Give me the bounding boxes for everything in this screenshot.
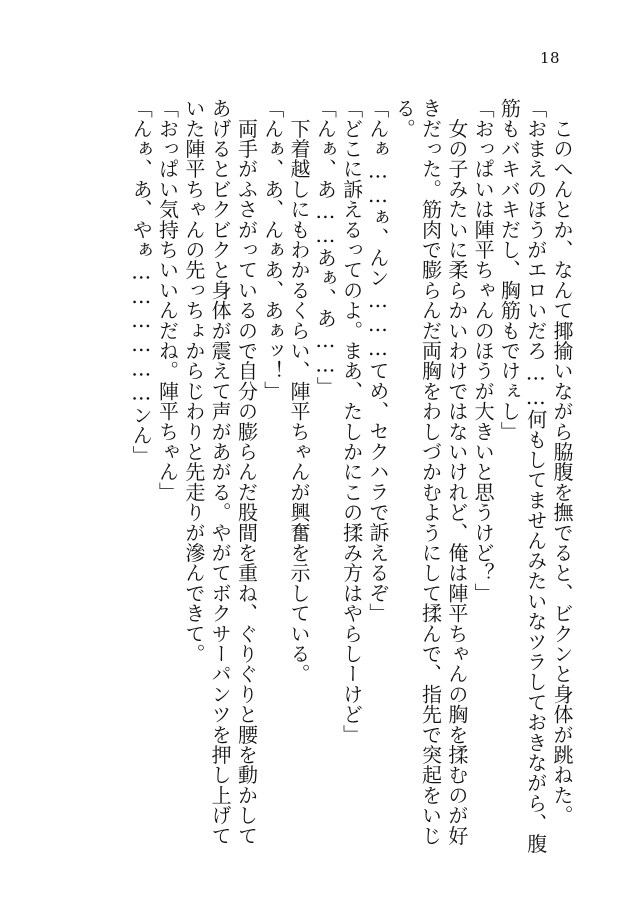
- paragraph: 「おまえのほうがエロいだろ……何もしてませんみたいなツラしておきながら、腹筋もバキバキだし、胸筋もでけぇし」: [497, 98, 548, 854]
- paragraph: 両手がふさがっているので自分の膨らんだ股間を重ね、ぐりぐりと腰を動かしてあげるとビクビクと身体が震えて声があがる。やがてボクサーパンツを押し上げていた陣平ちゃんの先っちょからじわりと先走りが滲んできて。: [181, 98, 259, 846]
- paragraph: 「おっぱいは陣平ちゃんのほうが大きいと思うけど？」: [471, 98, 496, 603]
- page-number: 18: [540, 49, 561, 67]
- paragraph: 「んぁ……ぁ、んン………てめ、セクハラで訴えるぞ」: [365, 98, 390, 623]
- paragraph: 「どこに訴えるってのよ。まあ、たしかにこの揉み方はやらしーけど」: [339, 98, 364, 745]
- paragraph: 「んぁ、あ……あぁ、あ……」: [313, 98, 338, 397]
- paragraph: 「んぁ、あ、んぁあ、あぁッ！」: [260, 98, 285, 401]
- paragraph: 「おっぱい気持ちいいんだね。陣平ちゃん」: [155, 98, 180, 502]
- novel-text-body: [99, 98, 575, 858]
- paragraph: 「んぁ、あ、やぁ………………ンん」: [129, 98, 154, 466]
- paragraph: 下着越しにもわかるくらい、陣平ちゃんが興奮を示している。: [287, 98, 312, 684]
- paragraph: このへんとか、なんて揶揄いながら脇腹を撫でると、ビクンと身体が跳ねた。: [550, 98, 574, 826]
- paragraph: 女の子みたいに柔らかいわけではないけれど、俺は陣平ちゃんの胸を揉むのが好きだった。筋肉で膨らんだ両胸をわしづかむようにして揉んで、指先で突起をいじる。: [392, 98, 469, 846]
